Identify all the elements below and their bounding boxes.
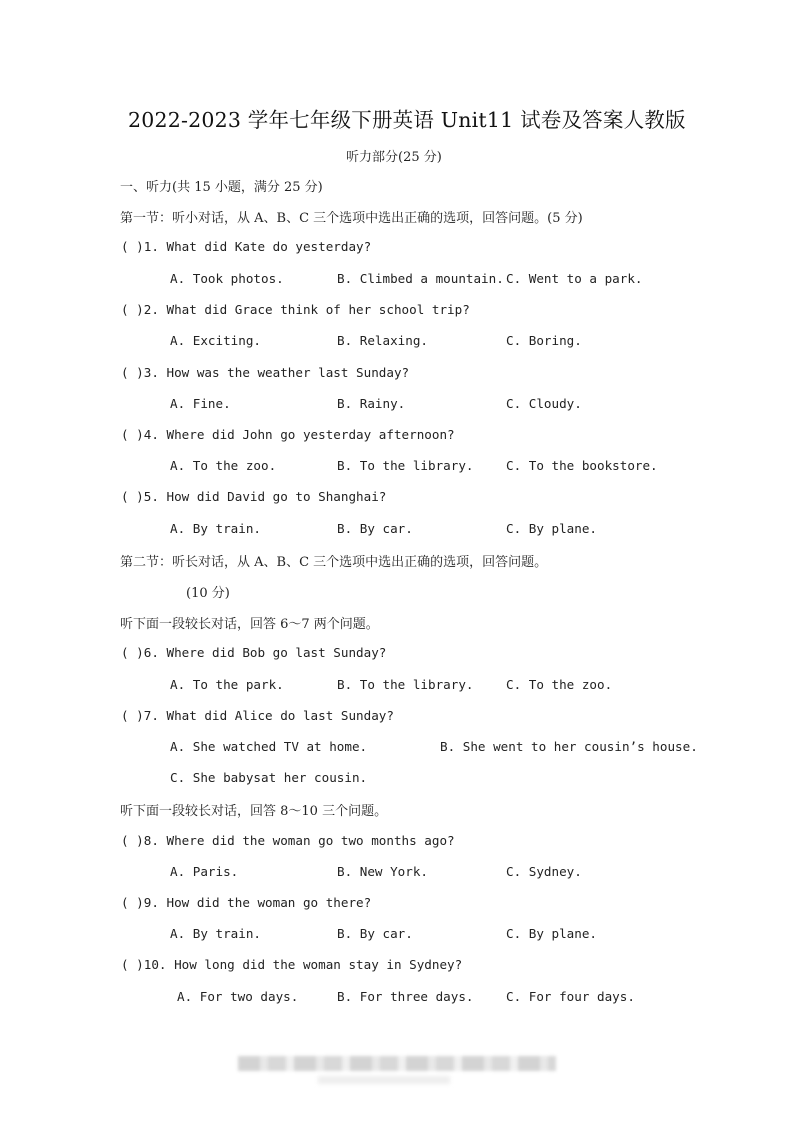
question-6-option-b: B. To the library. [337, 677, 474, 692]
question-5-option-c: C. By plane. [506, 521, 597, 536]
question-3-option-c: C. Cloudy. [506, 396, 582, 411]
section-two-score: (10 分) [186, 586, 230, 601]
question-8: ( )8. Where did the woman go two months ago? [121, 833, 455, 848]
question-4: ( )4. Where did John go yesterday afternoon? [121, 427, 455, 442]
question-10-option-a: A. For two days. [177, 989, 299, 1004]
question-6-option-a: A. To the park. [170, 677, 284, 692]
instruction-8-10: 听下面一段较长对话，回答 8～10 三个问题。 [120, 804, 388, 819]
question-5: ( )5. How did David go to Shanghai? [121, 489, 387, 504]
question-1: ( )1. What did Kate do yesterday? [121, 239, 372, 254]
question-9-option-a: A. By train. [170, 926, 261, 941]
question-3-option-b: B. Rainy. [337, 396, 406, 411]
question-7-option-a: A. She watched TV at home. [170, 739, 368, 754]
question-2-option-b: B. Relaxing. [337, 333, 428, 348]
section-one-instruction: 第一节：听小对话，从 A、B、C 三个选项中选出正确的选项，回答问题。(5 分) [120, 211, 583, 226]
section-two-instruction: 第二节：听长对话，从 A、B、C 三个选项中选出正确的选项，回答问题。 [120, 555, 548, 570]
question-1-option-a: A. Took photos. [170, 271, 284, 286]
question-1-option-c: C. Went to a park. [506, 271, 643, 286]
question-9-option-c: C. By plane. [506, 926, 597, 941]
question-5-option-a: A. By train. [170, 521, 261, 536]
section-header: 听力部分(25 分) [346, 150, 442, 165]
question-8-option-a: A. Paris. [170, 864, 239, 879]
question-3-option-a: A. Fine. [170, 396, 231, 411]
instruction-6-7: 听下面一段较长对话，回答 6～7 两个问题。 [120, 617, 379, 632]
question-7-option-c: C. She babysat her cousin. [170, 770, 368, 785]
question-6-option-c: C. To the zoo. [506, 677, 613, 692]
question-6: ( )6. Where did Bob go last Sunday? [121, 645, 387, 660]
question-2-option-c: C. Boring. [506, 333, 582, 348]
question-7-option-b: B. She went to her cousin’s house. [440, 739, 698, 754]
question-9-option-b: B. By car. [337, 926, 413, 941]
document-title: 2022-2023 学年七年级下册英语 Unit11 试卷及答案人教版 [128, 108, 686, 132]
question-10: ( )10. How long did the woman stay in Sydney? [121, 957, 463, 972]
blurred-footer-watermark-sub [318, 1076, 450, 1084]
question-10-option-b: B. For three days. [337, 989, 474, 1004]
question-10-option-c: C. For four days. [506, 989, 635, 1004]
question-8-option-c: C. Sydney. [506, 864, 582, 879]
part-heading: 一、听力(共 15 小题，满分 25 分) [120, 180, 323, 195]
question-9: ( )9. How did the woman go there? [121, 895, 372, 910]
question-2: ( )2. What did Grace think of her school trip? [121, 302, 470, 317]
question-5-option-b: B. By car. [337, 521, 413, 536]
question-7: ( )7. What did Alice do last Sunday? [121, 708, 394, 723]
question-4-option-c: C. To the bookstore. [506, 458, 658, 473]
question-1-option-b: B. Climbed a mountain. [337, 271, 504, 286]
blurred-footer-watermark [238, 1056, 556, 1071]
question-3: ( )3. How was the weather last Sunday? [121, 365, 410, 380]
question-4-option-b: B. To the library. [337, 458, 474, 473]
question-8-option-b: B. New York. [337, 864, 428, 879]
question-4-option-a: A. To the zoo. [170, 458, 277, 473]
question-2-option-a: A. Exciting. [170, 333, 261, 348]
